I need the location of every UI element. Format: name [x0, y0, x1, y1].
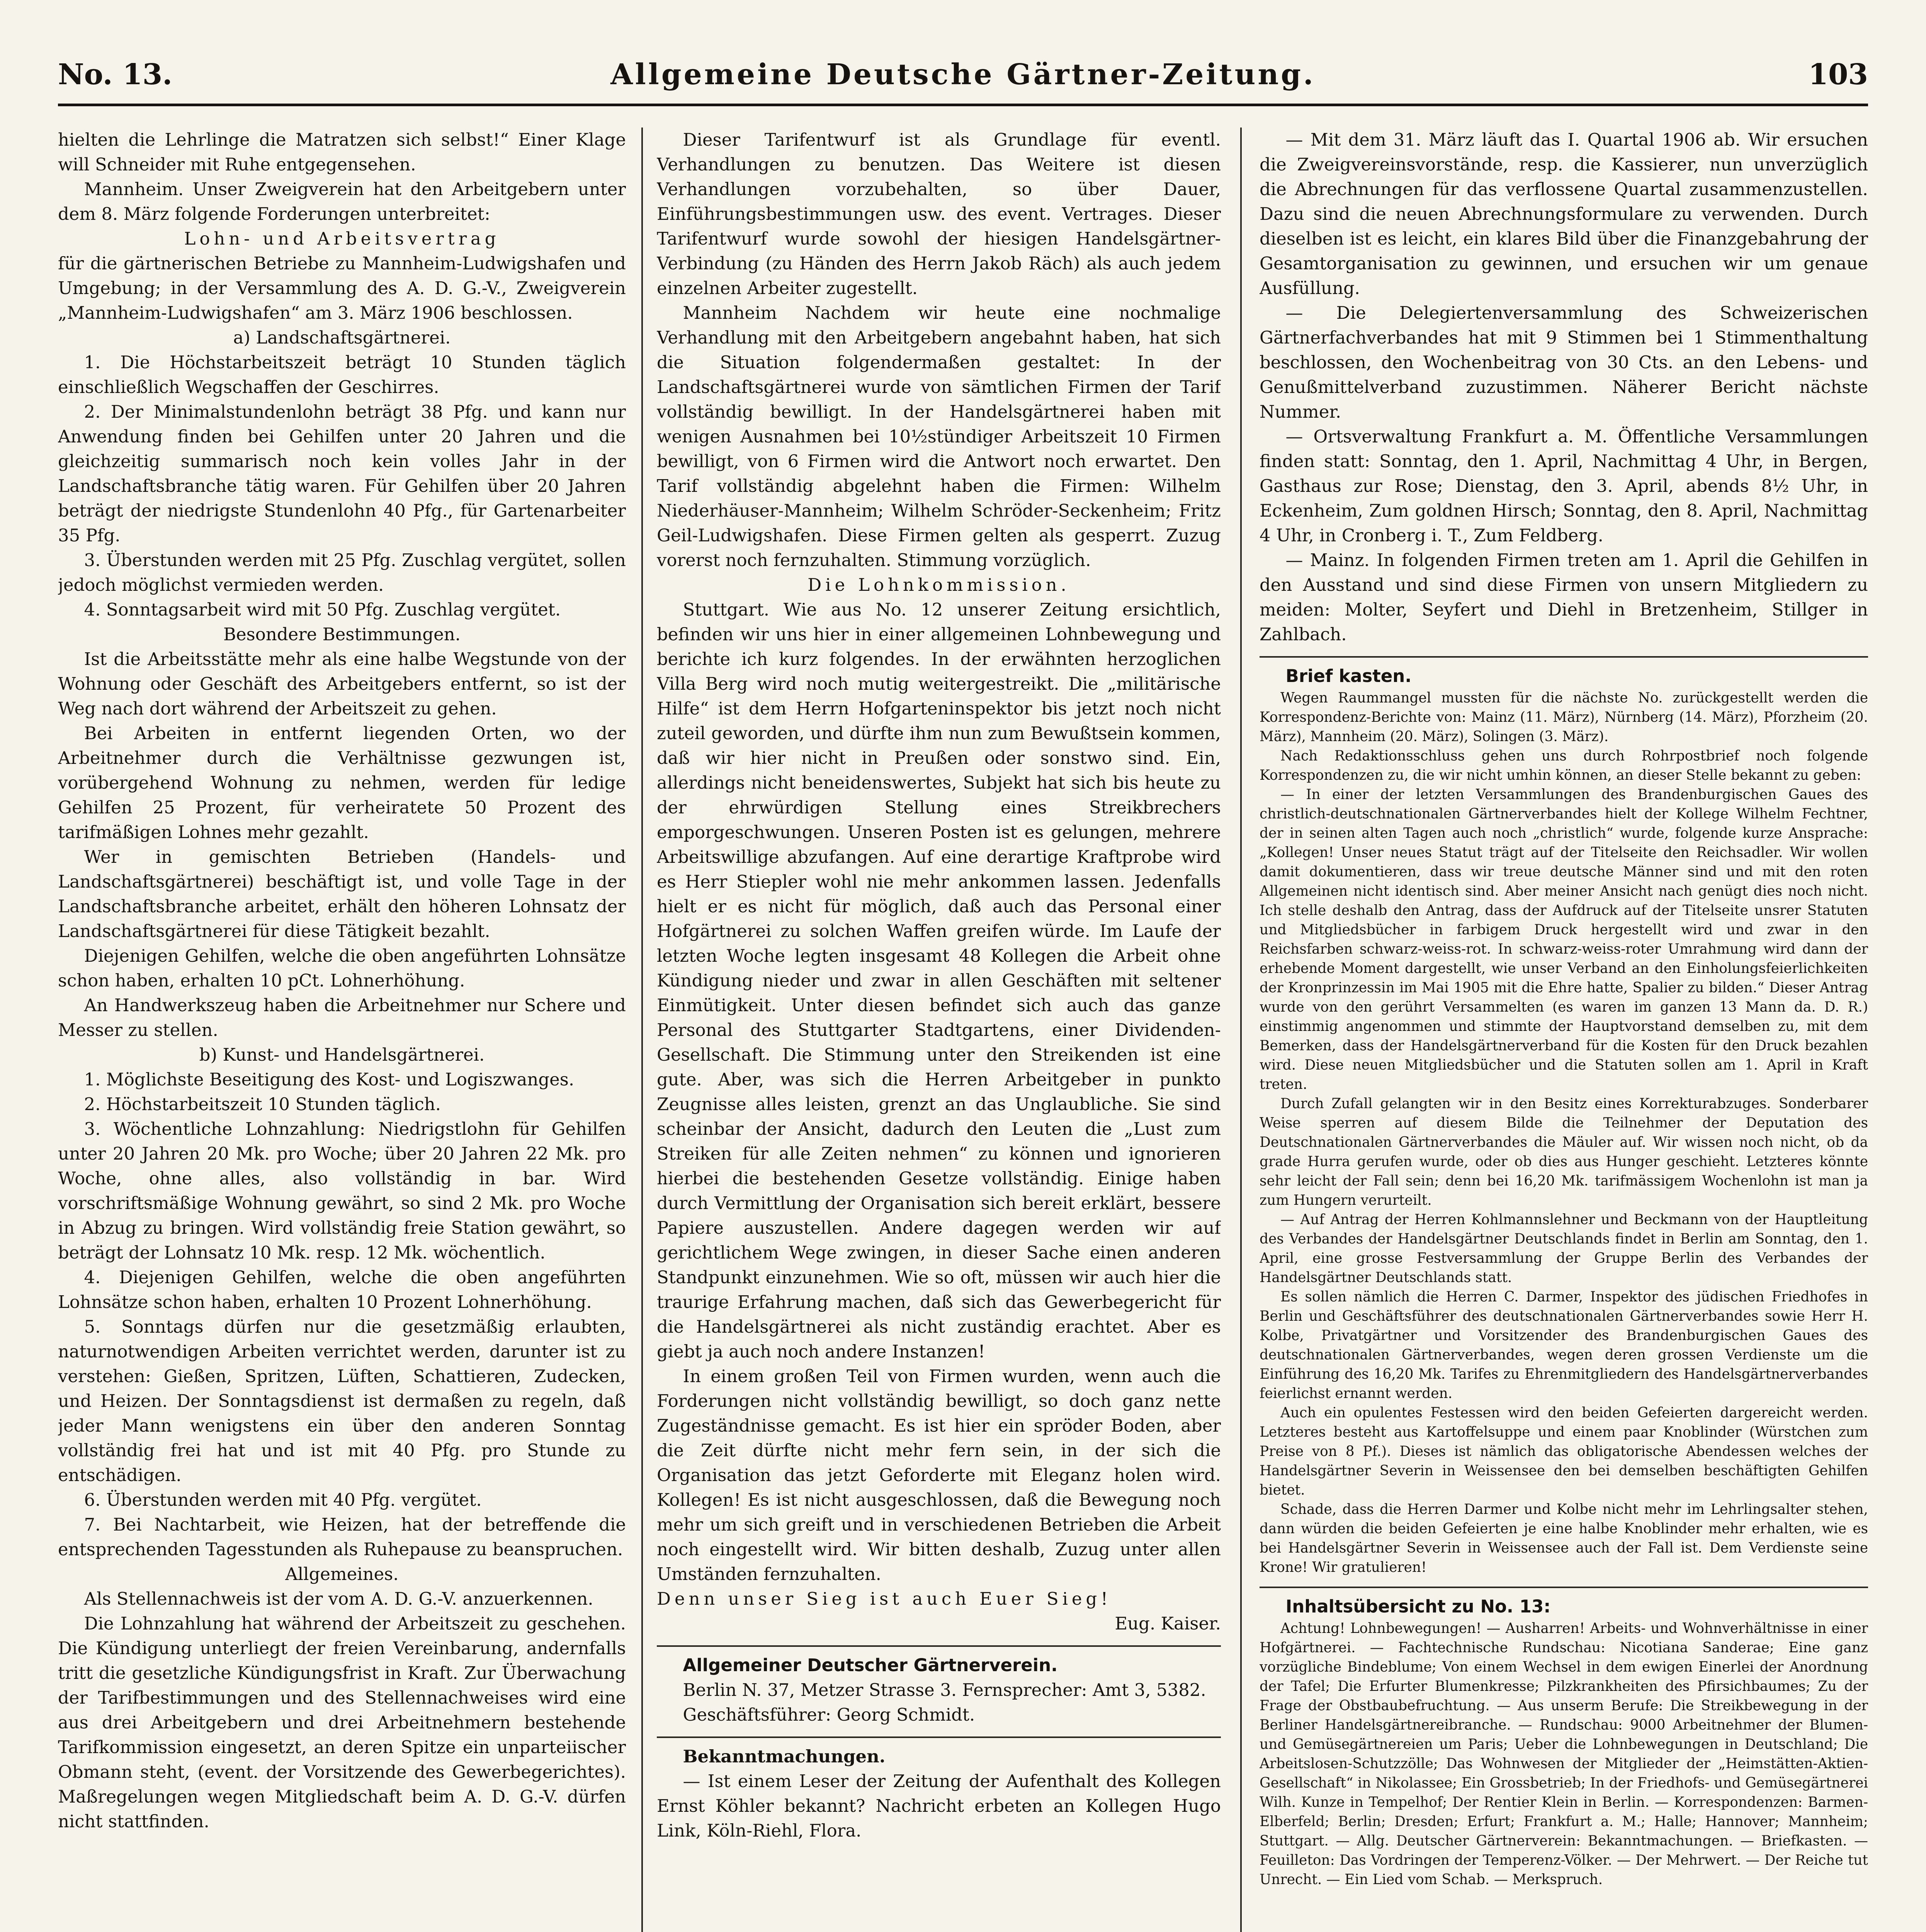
article-paragraph: Stuttgart. Wie aus No. 12 unserer Zeitung ersichtlich, befinden wir uns hier in einer allgemeinen Lohnbewegung und berichte ich kurz folgendes. In der erwähnten herzoglichen Villa Berg wird noch mutig weitergestreikt. Die „militärische Hilfe“ ist dem Herrn Hofgarteninspektor bis jetzt noch nicht zuteil geworden, und dürfte ihm nun zum Bewußtsein kommen, daß wir hier nicht in Preußen oder sonstwo sind. Ein, allerdings nicht beneidenswertes, Subjekt hat sich bis heute zu der ehrwürdigen Stellung eines Streikbrechers emporgeschwungen. Unseren Posten ist es gelungen, mehrere Arbeitswillige abzufangen. Auf eine derartige Kraftprobe wird es Herr Stiepler wohl nie mehr ankommen lassen. Jedenfalls hielt er es nicht für möglich, daß auch das Personal einer Hofgärtnerei zu solchen Waffen greifen würde. Im Laufe der letzten Woche legten insgesamt 48 Kollegen die Arbeit ohne Kündigung nieder und zwar in allen Geschäften mit seltener Einmütigkeit. Unter diesen befindet sich auch das ganze Personal des Stuttgarter Stadtgartens, einer Dividenden-Gesellschaft. Die Stimmung unter den Streikenden ist eine gute. Aber, was sich die Herren Arbeitgeber in punkto Zeugnisse alles leisten, grenzt an das Unglaubliche. Sie sind scheinbar der Ansicht, dadurch den Leuten die „Lust zum Streiken für alle Zeiten nehmen“ zu können und ignorieren hierbei die bestehenden Gesetze vollständig. Einige haben durch Vermittlung der Organisation sich bereit erklärt, bessere Papiere auszustellen. Andere dagegen werden wir auf gerichtlichem Wege zwingen, in dieser Sache einen anderen Standpunkt einzunehmen. Wie so oft, müssen wir auch hier die traurige Erfahrung machen, daß sich das Gewerbegericht für die Handelsgärtnerei als nicht zuständig erachtet. Aber es giebt ja auch noch andere Instanzen!	[657, 599, 1221, 1362]
section-heading: Allgemeines.	[285, 1564, 399, 1584]
article-paragraph: 1. Möglichste Beseitigung des Kost- und Logiszwanges.	[84, 1069, 575, 1090]
header-rule	[58, 104, 1868, 106]
briefkasten-section	[1260, 689, 1868, 1577]
page-number: 103	[1808, 58, 1868, 91]
article-paragraph: — Die Delegiertenversammlung des Schweizerischen Gärtnerfachverbandes hat mit 9 Stimmen bei 1 Stimmenthaltung beschlossen, den Wochenbeitrag von 30 Cts. an den Lebens- und Genußmittelverband zuzustimmen. Näherer Bericht nächste Nummer.	[1260, 303, 1868, 422]
article-paragraph: 7. Bei Nachtarbeit, wie Heizen, hat der betreffende die entsprechenden Tagesstunden als Ruhepause zu beanspruchen.	[58, 1514, 626, 1560]
column-1	[58, 128, 626, 1932]
article-paragraph: 4. Diejenigen Gehilfen, welche die oben angeführten Lohnsätze schon haben, erhalten 10 Prozent Lohnerhöhung.	[58, 1267, 626, 1312]
article-paragraph: Es sollen nämlich die Herren C. Darmer, Inspektor des jüdischen Friedhofes in Berlin und Geschäftsführer des deutschnationalen Gärtnerverbandes sowie Herr H. Kolbe, Privatgärtner und Vorsitzender des Brandenburgischen Gaues des deutschnationalen Gärtnerverbandes, wegen deren grossen Verdienste um die Einführung des 16,20 Mk. Tarifes zu Ehrenmitgliedern des Handelsgärtnerverbandes feierlichst ernannt werden.	[1260, 1289, 1868, 1401]
article-paragraph: — In einer der letzten Versammlungen des Brandenburgischen Gaues des christlich-deutschnationalen Gärtnerverbandes hielt der Kollege Wilhelm Fechtner, der in seinen alten Tagen auch noch „christlich“ wurde, folgende kurze Ansprache: „Kollegen! Unser neues Statut trägt auf der Titelseite den Reichsadler. Wir wollen damit dokumentieren, dass wir treue deutsche Männer sind und mit den roten Allgemeinen nicht identisch sind. Aber meiner Ansicht nach genügt dies noch nicht. Ich stelle deshalb den Antrag, dass der Aufdruck auf der Titelseite unsrer Statuten und Mitgliedsbücher in farbigem Druck hergestellt wird und zwar in den Reichsfarben schwarz-weiss-rot. In schwarz-weiss-roter Umrahmung wird dann der erhebende Moment dargestellt, wie unser Verband an den Einholungsfeierlichkeiten der Kronprinzessin im Mai 1905 mit die Ehre hatte, Spalier zu bilden.“ Dieser Antrag wurde von den gerührt Versammelten (es waren im ganzen 13 Mann da. D. R.) einstimmig angenommen und stimmte der Hauptvorstand demselben zu, mit dem Bemerken, dass der Handelsgärtnerverband für die Kosten für den Druck bezahlen wird. Diese neuen Mitgliedsbücher und die Statuten sollen am 1. April in Kraft treten.	[1260, 787, 1868, 1092]
article-paragraph: Die Lohnzahlung hat während der Arbeitszeit zu geschehen. Die Kündigung unterliegt der freien Vereinbarung, andernfalls tritt die gesetzliche Kündigungsfrist in Kraft. Zur Überwachung der Tarifbestimmungen und des Stellennachweises wird eine aus drei Arbeitgebern und drei Arbeitnehmern bestehende Tarifkommission eingesetzt, an deren Spitze ein unparteiischer Obmann steht, (event. der Vorsitzende des Gewerbegerichtes). Maßregelungen wegen Mitgliedschaft beim A. D. G.-V. dürfen nicht stattfinden.	[58, 1613, 626, 1832]
article-paragraph: 5. Sonntags dürfen nur die gesetzmäßig erlaubten, naturnotwendigen Arbeiten verrichtet werden, darunter ist zu verstehen: Gießen, Spritzen, Lüften, Schattieren, Zudecken, und Heizen. Der Sonntagsdienst ist dermaßen zu regeln, daß jeder Mann wenigstens ein über den anderen Sonntag vollständig frei hat und ist mit 40 Pfg. pro Stunde zu entschädigen.	[58, 1316, 626, 1485]
contents-title: Inhaltsübersicht zu No. 13:	[1285, 1596, 1551, 1617]
article-paragraph: Schade, dass die Herren Darmer und Kolbe nicht mehr im Lehrlingsalter stehen, dann würden die beiden Gefeierten je eine halbe Knoblinder mehr erhalten, wie es bei Handelsgärtner Severin in Weissensee auch der Fall ist. Dem Verdienste seine Krone! Wir gratulieren!	[1260, 1502, 1868, 1575]
column-divider	[1240, 128, 1242, 1932]
article-paragraph: für die gärtnerischen Betriebe zu Mannheim-Ludwigshafen und Umgebung; in der Versammlung des A. D. G.-V., Zweigverein „Mannheim-Ludwigshafen“ am 3. März 1906 beschlossen.	[58, 253, 626, 323]
section-heading: a) Landschaftsgärtnerei.	[233, 327, 451, 348]
article-paragraph: Durch Zufall gelangten wir in den Besitz eines Korrekturabzuges. Sonderbarer Weise sperren auf diesem Bilde die Teilnehmer der Deputation des Deutschnationalen Gärtnerverbandes die Mäuler auf. Wir wissen noch nicht, ob da grade Hurra gerufen wurde, oder ob dies aus Hunger geschieht. Letzteres könnte sehr leicht der Fall sein; denn bei 16,20 Mk. tarifmässigem Wochenlohn ist man ja zum Hungern verurteilt.	[1260, 1096, 1868, 1208]
verein-title: Allgemeiner Deutscher Gärtnerverein.	[683, 1655, 1058, 1675]
article-paragraph: 3. Wöchentliche Lohnzahlung: Niedrigstlohn für Gehilfen unter 20 Jahren 20 Mk. pro Woche; über 20 Jahren 22 Mk. pro Woche, ohne alles, also vollständig in bar. Wird vorschriftsmäßige Wohnung gewährt, so sind 2 Mk. pro Woche in Abzug zu bringen. Wird vollständig freie Station gewährt, so beträgt der Lohnsatz 10 Mk. resp. 12 Mk. wöchentlich.	[58, 1119, 626, 1263]
article-paragraph: 3. Überstunden werden mit 25 Pfg. Zuschlag vergütet, sollen jedoch möglichst vermieden werden.	[58, 550, 626, 595]
section-heading: Lohn- und Arbeitsvertrag	[184, 228, 500, 249]
article-paragraph: 1. Die Höchstarbeitszeit beträgt 10 Stunden täglich einschließlich Wegschaffen der Geschirres.	[58, 352, 626, 397]
article-paragraph: hielten die Lehrlinge die Matratzen sich selbst!“ Einer Klage will Schneider mit Ruhe entgegensehen.	[58, 129, 626, 175]
article-paragraph: 2. Höchstarbeitszeit 10 Stunden täglich.	[84, 1094, 441, 1114]
article-paragraph: Ist die Arbeitsstätte mehr als eine halbe Wegstunde von der Wohnung oder Geschäft des Arbeitgebers entfernt, so ist der Weg nach dort während der Arbeitszeit zu gehen.	[58, 649, 626, 719]
article-paragraph: Wer in gemischten Betrieben (Handels- und Landschaftsgärtnerei) beschäftigt ist, und volle Tage in der Landschaftsbranche arbeitet, erhält den höheren Lohnsatz der Landschaftsgärtnerei für diese Tätigkeit bezahlt.	[58, 847, 626, 941]
article-paragraph: — Mainz. In folgenden Firmen treten am 1. April die Gehilfen in den Ausstand und sind diese Firmen von unsern Mitgliedern zu meiden: Molter, Seyfert und Diehl in Bretzenheim, Stillger in Zahlbach.	[1260, 550, 1868, 645]
article-paragraph: Auch ein opulentes Festessen wird den beiden Gefeierten dargereicht werden. Letzteres besteht aus Kartoffelsuppe und einem paar Knoblinder (Würstchen zum Preise von 8 Pf.). Dieses ist nämlich das obligatorische Abendessen welches der Handelsgärtner Severin in Weissensee den bei demselben beschäftigten Gehilfen bietet.	[1260, 1405, 1868, 1498]
section-rule	[657, 1645, 1221, 1647]
signature: Die Lohnkommission.	[807, 575, 1070, 595]
briefkasten-title: Brief kasten.	[1285, 666, 1412, 686]
announcements-heading: Bekanntmachungen.	[683, 1746, 886, 1767]
article-paragraph: — Auf Antrag der Herren Kohlmannslehner und Beckmann von der Hauptleitung des Verbandes der Handelsgärtner Deutschlands findet in Berlin am Sonntag, den 1. April, eine grosse Festversammlung der Gruppe Berlin des Verbandes der Handelsgärtner Deutschlands statt.	[1260, 1212, 1868, 1286]
article-paragraph: Nach Redaktionsschluss gehen uns durch Rohrpostbrief noch folgende Korrespondenzen zu, die wir nicht umhin können, an dieser Stelle bekannt zu geben:	[1260, 748, 1868, 783]
section-rule	[1260, 656, 1868, 658]
article-paragraph: In einem großen Teil von Firmen wurden, wenn auch die Forderungen nicht vollständig bewilligt, so doch ganz nette Zugeständnisse gemacht. Es ist hier ein spröder Boden, aber die Zeit dürfte nicht mehr fern sein, in der sich die Organisation das jetzt Geforderte mit Eleganz holen wird. Kollegen! Es ist nicht ausgeschlossen, daß die Bewegung noch mehr um sich greift und in verschiedenen Betrieben die Arbeit noch eingestellt wird. Wir bitten deshalb, Zuzug unter allen Umständen fernzuhalten.	[657, 1366, 1221, 1584]
section-heading: b) Kunst- und Handelsgärtnerei.	[199, 1044, 485, 1065]
section-heading: Besondere Bestimmungen.	[223, 624, 461, 645]
article-paragraph: An Handwerkszeug haben die Arbeitnehmer nur Schere und Messer zu stellen.	[58, 995, 626, 1040]
article-paragraph: — Mit dem 31. März läuft das I. Quartal 1906 ab. Wir ersuchen die Zweigvereinsvorstände, resp. die Kassierer, nun unverzüglich die Abrechnungen für das verflossene Quartal zusammenzustellen. Dazu sind die neuen Abrechnungsformulare zu verwenden. Durch dieselben ist es leicht, ein klares Bild über die Finanzgebahrung der Gesamtorganisation zu gewinnen, und ersuchen wir um genaue Ausfüllung.	[1260, 129, 1868, 298]
column-divider	[641, 128, 643, 1932]
article-paragraph: — Ist einem Leser der Zeitung der Aufenthalt des Kollegen Ernst Köhler bekannt? Nachricht erbeten an Kollegen Hugo Link, Köln-Riehl, Flora.	[657, 1771, 1221, 1841]
page-header	[58, 58, 1868, 104]
contents-section	[1260, 1619, 1868, 1889]
signature: Eug. Kaiser.	[1115, 1613, 1221, 1634]
article-paragraph: Mannheim. Unser Zweigverein hat den Arbeitgebern unter dem 8. März folgende Forderungen unterbreitet:	[58, 179, 626, 224]
article-paragraph: — Ortsverwaltung Frankfurt a. M. Öffentliche Versammlungen finden statt: Sonntag, den 1. April, Nachmittag 4 Uhr, in Bergen, Gasthaus zur Rose; Dienstag, den 3. April, abends 8½ Uhr, in Eckenheim, Zum goldnen Hirsch; Sonntag, den 8. April, Nachmittag 4 Uhr, in Cronberg i. T., Zum Feldberg.	[1260, 426, 1868, 546]
article-paragraph: Bei Arbeiten in entfernt liegenden Orten, wo der Arbeitnehmer durch die Verhältnisse gezwungen ist, vorübergehend Wohnung zu nehmen, werden für ledige Gehilfen 25 Prozent, für verheiratete 50 Prozent des tarifmäßigen Lohnes mehr gezahlt.	[58, 723, 626, 842]
article-paragraph: Denn unser Sieg ist auch Euer Sieg!	[657, 1588, 1112, 1609]
article-paragraph: Diejenigen Gehilfen, welche die oben angeführten Lohnsätze schon haben, erhalten 10 pCt. Lohnerhöhung.	[58, 946, 626, 991]
column-2	[657, 128, 1221, 1932]
article-paragraph: Mannheim Nachdem wir heute eine nochmalige Verhandlung mit den Arbeitgebern angebahnt haben, hat sich die Situation folgendermaßen gestaltet: In der Landschaftsgärtnerei wurde von sämtlichen Firmen der Tarif vollständig bewilligt. In der Handelsgärtnerei haben mit wenigen Ausnahmen bei 10½stündiger Arbeitszeit 10 Firmen bewilligt, von 6 Firmen wird die Antwort noch erwartet. Den Tarif vollständig abgelehnt haben die Firmen: Wilhelm Niederhäuser-Mannheim; Wilhelm Schröder-Seckenheim; Fritz Geil-Ludwigshafen. Diese Firmen gelten als gesperrt. Zuzug vorerst noch fernzuhalten. Stimmung vorzüglich.	[657, 303, 1221, 570]
article-paragraph: 6. Überstunden werden mit 40 Pfg. vergütet.	[84, 1490, 482, 1510]
verein-manager: Geschäftsführer: Georg Schmidt.	[683, 1704, 975, 1725]
contents-text: Achtung! Lohnbewegungen! — Ausharren! Arbeits- und Wohnverhältnisse in einer Hofgärtnerei. — Fachtechnische Rundschau: Nicotiana Sanderae; Eine ganz vorzügliche Bindeblume; Von einem Wechsel in dem ewigen Einerlei der Anordnung der Tafel; Die Erfurter Blumenkresse; Pilzkrankheiten des Pfirsichbaumes; Zu der Frage der Obstbaubefruchtung. — Aus unserm Berufe: Die Streikbewegung in der Berliner Handelsgärtnereibranche. — Rundschau: 9000 Arbeitnehmer der Blumen- und Gemüsegärtnereien um Paris; Ueber die Lohnbewegungen in Deutschland; Die Arbeitslosen-Schutzzölle; Das Wohnwesen der Mitglieder der „Heimstätten-Aktien-Gesellschaft“ in Nikolassee; Ein Grossbetrieb; In der Friedhofs- und Gemüsegärtnerei Wilh. Kunze in Tempelhof; Der Rentier Klein in Berlin. — Korrespondenzen: Barmen-Elberfeld; Berlin; Dresden; Erfurt; Frankfurt a. M.; Halle; Hannover; Mannheim; Stuttgart. — Allg. Deutscher Gärtnerverein: Bekanntmachungen. — Briefkasten. — Feuilleton: Das Vordringen der Temperenz-Völker. — Der Mehrwert. — Der Reiche tut Unrecht. — Ein Lied vom Schab. — Merkspruch.	[1260, 1621, 1868, 1888]
article-paragraph: Dieser Tarifentwurf ist als Grundlage für eventl. Verhandlungen zu benutzen. Das Weitere ist diesen Verhandlungen vorzubehalten, so über Dauer, Einführungsbestimmungen usw. des event. Vertrages. Dieser Tarifentwurf wurde sowohl der hiesigen Handelsgärtner-Verbindung (zu Händen des Herrn Jakob Räch) als auch jedem einzelnen Arbeiter zugestellt.	[657, 129, 1221, 298]
article-paragraph: 2. Der Minimalstundenlohn beträgt 38 Pfg. und kann nur Anwendung finden bei Gehilfen unter 20 Jahren und die gleichzeitig summarisch noch kein volles Jahr in der Landschaftsbranche tätig waren. Für Gehilfen über 20 Jahren beträgt der niedrigste Stundenlohn 40 Pfg., für Gartenarbeiter 35 Pfg.	[58, 401, 626, 546]
article-paragraph: 4. Sonntagsarbeit wird mit 50 Pfg. Zuschlag vergütet.	[84, 599, 561, 620]
column-3	[1260, 128, 1868, 1932]
section-rule	[1260, 1587, 1868, 1588]
issue-number: No. 13.	[58, 58, 172, 91]
newspaper-title: Allgemeine Deutsche Gärtner-Zeitung.	[610, 58, 1316, 91]
section-rule	[657, 1736, 1221, 1738]
verein-address: Berlin N. 37, Metzer Strasse 3. Fernsprecher: Amt 3, 5382.	[683, 1680, 1206, 1700]
article-paragraph: Wegen Raummangel mussten für die nächste No. zurückgestellt werden die Korrespondenz-Berichte von: Mainz (11. März), Nürnberg (14. März), Pforzheim (20. März), Mannheim (20. März), Solingen (3. März).	[1260, 690, 1868, 745]
article-paragraph: Als Stellennachweis ist der vom A. D. G.-V. anzuerkennen.	[84, 1588, 593, 1609]
